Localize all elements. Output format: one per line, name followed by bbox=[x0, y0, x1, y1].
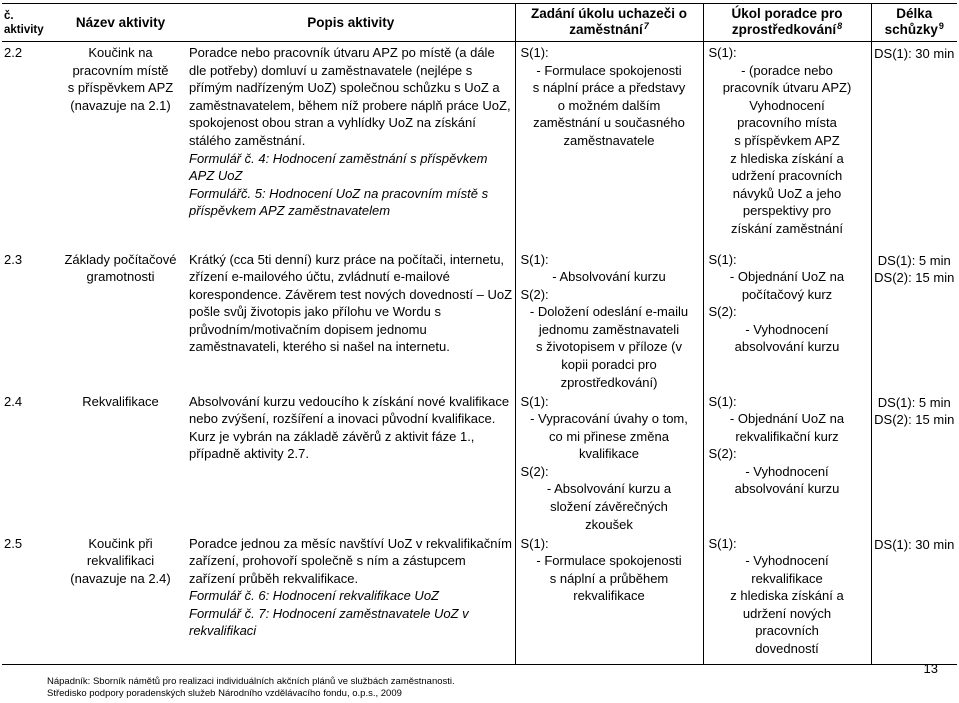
description-text: Poradce nebo pracovník útvaru APZ po místě (a dále dle potřeby) domluví u zaměstnavatele (nejlépe s přímým nadřízeným UoZ) společnou schůzku s UoZ a zaměstnavatelem, během níž probere náplň práce UoZ, spokojenost obou stran a vyhlídky UoZ na získání stálého zaměstnání. bbox=[189, 45, 511, 148]
task-line: - (poradce nebo bbox=[741, 62, 833, 78]
activity-name-line: pracovním místě bbox=[72, 62, 169, 78]
footnote-ref-9: 9 bbox=[938, 21, 944, 31]
task-line: složení závěrečných bbox=[550, 499, 668, 515]
advisor-task bbox=[703, 535, 871, 665]
header-row bbox=[2, 4, 957, 42]
table-row bbox=[2, 393, 957, 535]
activity-name-line: Rekvalifikace bbox=[82, 393, 159, 409]
header-activity-number: č. aktivity bbox=[2, 4, 54, 42]
task-line: kopii poradci pro bbox=[561, 357, 657, 373]
task-line: s náplní práce a představy bbox=[532, 80, 686, 96]
applicant-task bbox=[515, 42, 703, 251]
task-line: S(1): bbox=[520, 393, 549, 409]
description-text: Poradce jednou za měsíc navštíví UoZ v rekvalifikačním zařízení, prohovoří společně s ním a zástupcem zařízení průběh rekvalifikace. bbox=[189, 535, 512, 586]
page-number: 13 bbox=[923, 661, 938, 676]
meeting-duration bbox=[871, 251, 957, 393]
task-line: udržení nových bbox=[742, 605, 832, 621]
activity-number: 2.4 bbox=[4, 393, 23, 409]
duration-line: DS(1): 5 min bbox=[877, 252, 951, 268]
activity-number: 2.2 bbox=[4, 45, 23, 60]
task-line: - Vypracování úvahy o tom, bbox=[530, 411, 688, 427]
duration-line: DS(1): 5 min bbox=[877, 394, 951, 410]
applicant-task bbox=[515, 393, 703, 535]
task-line: Vyhodnocení bbox=[749, 97, 825, 113]
activity-description bbox=[187, 251, 515, 393]
task-line: - Vyhodnocení bbox=[745, 553, 829, 569]
duration-line: DS(2): 15 min bbox=[874, 412, 955, 428]
table-row bbox=[2, 42, 957, 251]
footer-line: Nápadník: Sborník námětů pro realizaci individuálních akčních plánů ve službách zaměstnanosti. bbox=[47, 676, 455, 687]
activity-description bbox=[187, 535, 515, 665]
advisor-task bbox=[703, 393, 871, 535]
task-line: dovedností bbox=[755, 641, 819, 657]
task-line: - Absolvování kurzu a bbox=[546, 481, 672, 497]
advisor-task bbox=[703, 42, 871, 251]
task-line: pracovních bbox=[755, 623, 819, 639]
task-line: S(1): bbox=[520, 251, 549, 267]
footnote-ref-8: 8 bbox=[837, 21, 843, 31]
task-line: S(1): bbox=[708, 251, 737, 267]
task-line: - Vyhodnocení bbox=[745, 321, 829, 337]
meeting-duration bbox=[871, 535, 957, 665]
header-activity-name: Název aktivity bbox=[54, 4, 187, 42]
footer bbox=[47, 676, 455, 700]
activity-description bbox=[187, 393, 515, 535]
task-line: - Doložení odeslání e-mailu bbox=[529, 304, 689, 320]
task-line: získání zaměstnání bbox=[731, 220, 843, 236]
task-line: jednomu zaměstnavateli bbox=[538, 321, 680, 337]
task-line: počítačový kurz bbox=[741, 286, 833, 302]
header-meeting-duration bbox=[871, 4, 957, 42]
activity-number: 2.5 bbox=[2, 535, 54, 665]
task-line: - Objednání UoZ na bbox=[729, 269, 845, 285]
duration-line: DS(2): 15 min bbox=[874, 270, 955, 286]
task-line: zaměstnání u současného bbox=[533, 115, 685, 131]
activity-name-line: (navazuje na 2.4) bbox=[70, 570, 171, 586]
task-line: - Vyhodnocení bbox=[745, 463, 829, 479]
task-line: z hlediska získání a bbox=[730, 150, 844, 166]
advisor-task bbox=[703, 251, 871, 393]
task-line: o možném dalším bbox=[557, 97, 661, 113]
footnote-ref-7: 7 bbox=[643, 21, 649, 31]
table-row bbox=[2, 535, 957, 665]
task-line: co mi přinese změna bbox=[549, 428, 669, 444]
footer-line: Středisko podpory poradenských služeb Národního vzdělávacího fondu, o.p.s., 2009 bbox=[47, 688, 402, 699]
form-reference: Formulář č. 6: Hodnocení rekvalifikace UoZ bbox=[189, 588, 439, 604]
meeting-duration bbox=[871, 42, 957, 251]
activity-name-line: s příspěvkem APZ bbox=[67, 80, 174, 96]
activity-number: 2.3 bbox=[4, 251, 23, 267]
applicant-task bbox=[515, 251, 703, 393]
activity-name-line: rekvalifikaci bbox=[86, 553, 155, 569]
applicant-task bbox=[515, 535, 703, 665]
task-line: S(1): bbox=[520, 45, 549, 60]
task-line: s příspěvkem APZ bbox=[734, 132, 840, 148]
task-line: S(2): bbox=[520, 463, 549, 479]
header-applicant-task-label: Zadání úkolu uchazeči o zaměstnání bbox=[530, 6, 688, 37]
activity-name bbox=[54, 535, 187, 665]
duration-line: DS(1): 30 min bbox=[874, 536, 955, 552]
header-advisor-task bbox=[703, 4, 871, 42]
activity-description bbox=[187, 42, 515, 251]
task-line: s náplní a průběhem bbox=[549, 570, 669, 586]
task-line: pracovního místa bbox=[737, 115, 837, 131]
activity-name-line: (navazuje na 2.1) bbox=[70, 97, 171, 113]
description-text: Absolvování kurzu vedoucího k získání nové kvalifikace nebo zvýšení, rozšíření a inovaci původní kvalifikace. Kurz je vybrán na základě závěrů z aktivit fáze 1., případně aktivity 2.7. bbox=[189, 393, 510, 462]
task-line: absolvování kurzu bbox=[734, 481, 840, 497]
activity-name-line: Koučink při bbox=[88, 535, 153, 551]
header-meeting-duration-label: Délka schůzky bbox=[884, 6, 938, 37]
task-line: zkoušek bbox=[585, 516, 633, 532]
duration-line: DS(1): 30 min bbox=[874, 46, 955, 61]
task-line: rekvalifikační kurz bbox=[735, 428, 839, 444]
form-reference: Formulář č. 4: Hodnocení zaměstnání s příspěvkem APZ UoZ bbox=[189, 150, 488, 184]
task-line: - Formulace spokojenosti bbox=[536, 62, 682, 78]
task-line: S(2): bbox=[520, 286, 549, 302]
task-line: s životopisem v příloze (v bbox=[536, 339, 682, 355]
activity-name-line: gramotnosti bbox=[86, 269, 155, 285]
task-line: - Formulace spokojenosti bbox=[536, 553, 682, 569]
activity-name bbox=[54, 42, 187, 251]
description-text: Krátký (cca 5ti denní) kurz práce na počítači, internetu, zřízení e-mailového účtu, zvládnutí e-mailové korespondence. Závěrem test nových dovedností – UoZ pošle svůj životopis jako přílohu ve Wordu s průvodním/motivačním dopisem jednomu zaměstnavateli, kterého si našel na internetu. bbox=[189, 251, 513, 355]
header-activity-description: Popis aktivity bbox=[187, 4, 515, 42]
activity-name bbox=[54, 251, 187, 393]
activity-name-line: Koučink na bbox=[88, 45, 153, 60]
activity-name-line: Základy počítačové bbox=[64, 251, 177, 267]
table-row bbox=[2, 251, 957, 393]
form-reference: Formulářč. 5: Hodnocení UoZ na pracovním místě s příspěvkem APZ zaměstnavatelem bbox=[189, 185, 489, 219]
task-line: z hlediska získání a bbox=[730, 588, 844, 604]
task-line: rekvalifikace bbox=[751, 570, 823, 586]
task-line: pracovník útvaru APZ) bbox=[722, 80, 852, 96]
form-reference: Formulář č. 7: Hodnocení zaměstnavatele UoZ v rekvalifikaci bbox=[189, 605, 469, 639]
task-line: S(1): bbox=[708, 45, 737, 60]
task-line: zaměstnavatele bbox=[563, 132, 655, 148]
task-line: perspektivy pro bbox=[742, 203, 832, 219]
task-line: S(1): bbox=[708, 535, 737, 551]
meeting-duration bbox=[871, 393, 957, 535]
task-line: - Objednání UoZ na bbox=[729, 411, 845, 427]
header-advisor-task-label: Úkol poradce pro zprostředkování bbox=[731, 6, 843, 37]
task-line: kvalifikace bbox=[579, 446, 639, 462]
task-line: S(2): bbox=[708, 304, 737, 320]
task-line: S(1): bbox=[520, 535, 549, 551]
task-line: S(2): bbox=[708, 446, 737, 462]
header-applicant-task bbox=[515, 4, 703, 42]
task-line: udržení pracovních bbox=[731, 168, 843, 184]
task-line: - Absolvování kurzu bbox=[552, 269, 666, 285]
task-line: S(1): bbox=[708, 393, 737, 409]
task-line: návyků UoZ a jeho bbox=[732, 185, 842, 201]
activities-table bbox=[2, 3, 957, 665]
task-line: absolvování kurzu bbox=[734, 339, 840, 355]
task-line: zprostředkování) bbox=[560, 374, 658, 390]
task-line: rekvalifikace bbox=[573, 588, 645, 604]
activity-name bbox=[54, 393, 187, 535]
